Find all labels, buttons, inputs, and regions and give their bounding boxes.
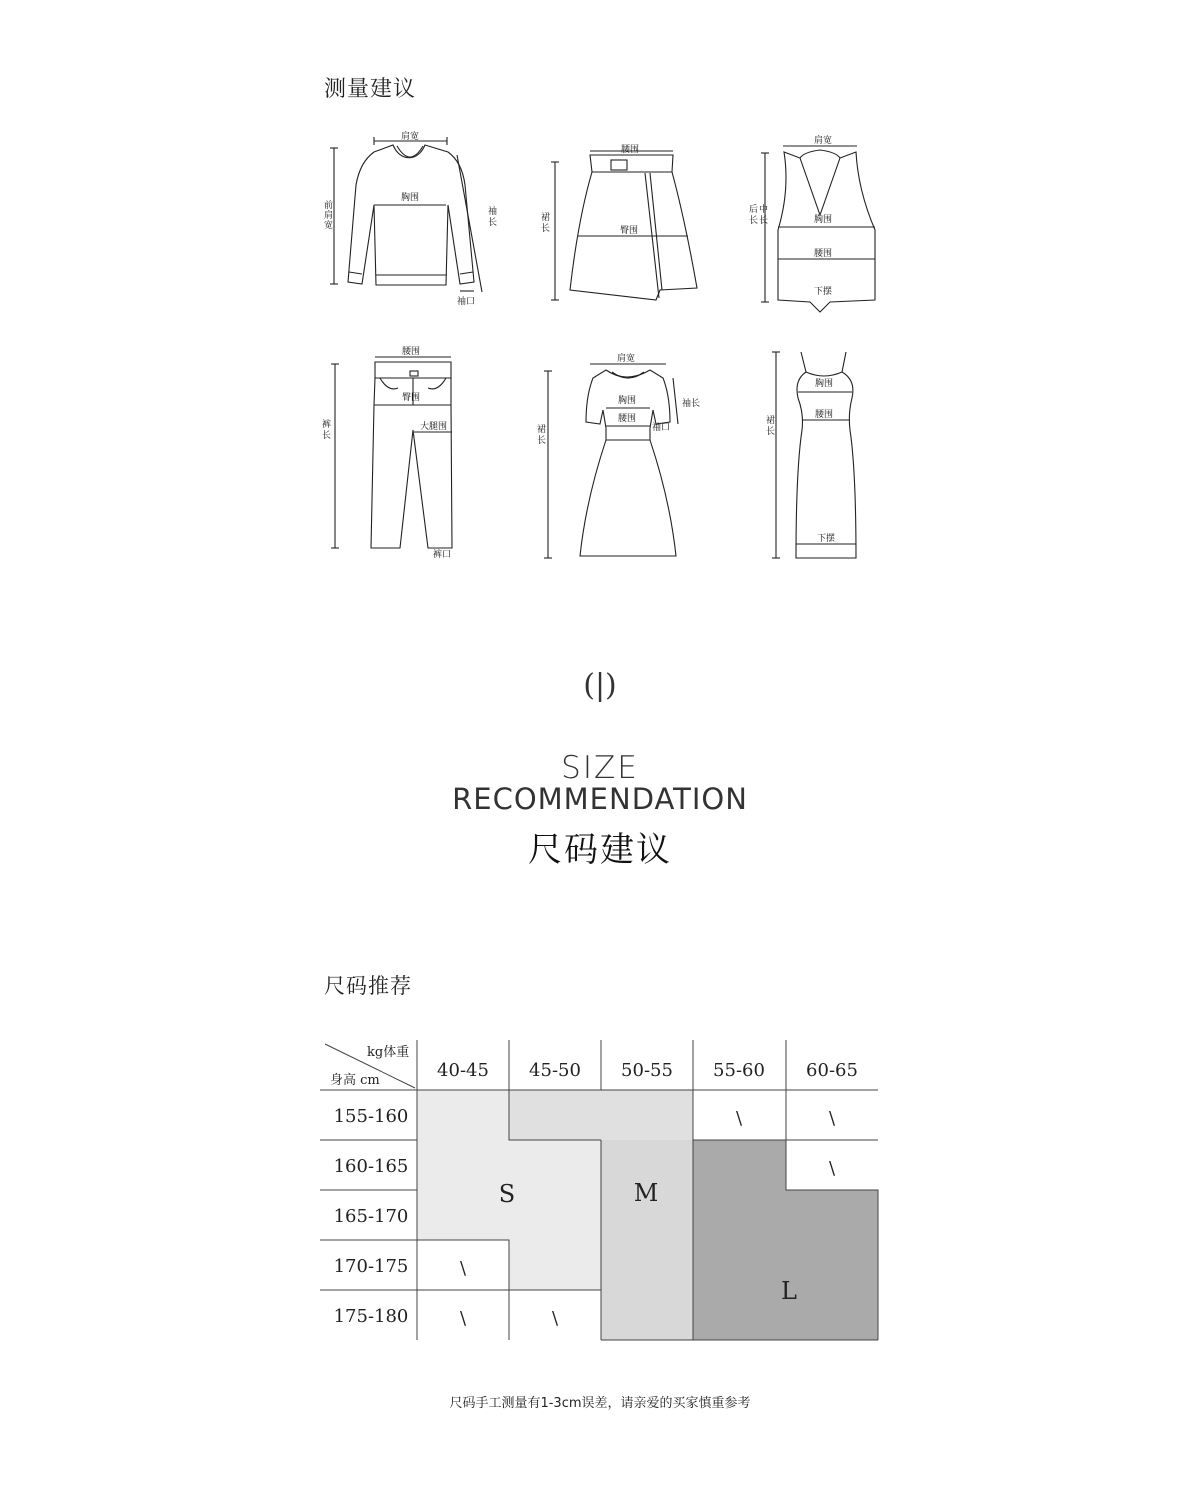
na-r1-c4: \: [735, 1108, 743, 1129]
corner-height-label: 身高 cm: [330, 1073, 380, 1088]
vest-waist-label: 腰围: [814, 249, 833, 259]
pants-hip-label: 臀围: [402, 393, 421, 403]
measurement-note: 尺码手工测量有1-3cm误差，请亲爱的买家慎重参考: [449, 1396, 751, 1411]
size-m-label: M: [633, 1179, 659, 1207]
vest-chest-label: 胸围: [814, 215, 833, 225]
measure-section-title: 测量建议: [324, 77, 417, 102]
weight-col-3: 50-55: [621, 1060, 673, 1081]
vest-shoulder-label: 肩宽: [814, 136, 833, 146]
dress-shoulder-label: 肩宽: [617, 354, 636, 364]
height-row-3: 165-170: [333, 1206, 409, 1227]
pants-thigh-label: 大腿围: [420, 422, 448, 432]
size-recommendation-table: [320, 1036, 886, 1346]
na-r5-c2: \: [551, 1308, 559, 1329]
na-r1-c5: \: [828, 1108, 836, 1129]
weight-col-4: 55-60: [713, 1060, 765, 1081]
corner-weight-label: kg体重: [367, 1045, 410, 1060]
weight-col-1: 40-45: [437, 1060, 489, 1081]
vest-back-length-label-4: 长: [759, 216, 769, 226]
sweater-front-shoulder-label-2: 肩: [324, 211, 334, 221]
slip-length-label-1: 裙: [766, 416, 776, 426]
na-r2-c5: \: [828, 1158, 836, 1179]
heading-english-line2: RECOMMENDATION: [452, 782, 748, 816]
pants-length-label-1: 裤: [322, 420, 332, 430]
heading-english-line1: SIZE: [561, 750, 639, 786]
skirt-waist-label: 腰围: [621, 145, 640, 155]
skirt-length-label-1: 裙: [541, 213, 551, 223]
sweater-illustration: [348, 145, 474, 285]
pants-leg-opening-label: 裤口: [433, 550, 452, 560]
weight-col-5: 60-65: [806, 1060, 858, 1081]
dress-cuff-label: 袖口: [652, 423, 671, 433]
divider-glyph: (|): [583, 668, 617, 703]
weight-col-2: 45-50: [529, 1060, 581, 1081]
slip-length-label-2: 长: [766, 427, 776, 437]
pants-illustration: [371, 362, 452, 548]
height-row-4: 170-175: [333, 1256, 409, 1277]
dress-waist-label: 腰围: [618, 414, 637, 424]
sweater-chest-label: 胸围: [401, 193, 420, 203]
dress-chest-label: 胸围: [618, 396, 637, 406]
sweater-sleeve-label-1: 袖: [488, 207, 498, 217]
measurement-illustrations: [0, 0, 1200, 620]
sweater-cuff-label: 袖口: [457, 297, 476, 307]
slip-chest-label: 胸围: [815, 379, 834, 389]
slip-waist-label: 腰围: [815, 410, 834, 420]
dress-sleeve-label: 袖长: [682, 399, 701, 409]
height-row-1: 155-160: [333, 1106, 409, 1127]
sweater-shoulder-label: 肩宽: [401, 132, 420, 142]
sweater-sleeve-label-2: 长: [488, 218, 498, 228]
size-l-label: L: [781, 1277, 797, 1305]
size-m-region: [601, 1140, 693, 1340]
vest-back-length-label-3: 中: [759, 205, 769, 215]
vest-back-length-label-2: 长: [749, 216, 759, 226]
sweater-front-shoulder-label-3: 宽: [324, 221, 334, 231]
slip-hem-label: 下摆: [817, 534, 836, 544]
vest-hem-label: 下摆: [814, 287, 833, 297]
sweater-front-shoulder-label-1: 前: [324, 201, 334, 211]
size-s-region-mid: [509, 1090, 693, 1140]
size-s-label: S: [498, 1180, 516, 1208]
na-r4-c1: \: [459, 1258, 467, 1279]
na-r5-c1: \: [459, 1308, 467, 1329]
dress-length-label-1: 裙: [537, 425, 547, 435]
pants-length-label-2: 长: [322, 431, 332, 441]
vest-back-length-label-1: 后: [749, 205, 759, 215]
dress-length-label-2: 长: [537, 436, 547, 446]
heading-chinese: 尺码建议: [528, 830, 672, 870]
skirt-length-label-2: 长: [541, 224, 551, 234]
recommend-section-title: 尺码推荐: [324, 974, 412, 998]
height-row-5: 175-180: [333, 1306, 409, 1327]
height-row-2: 160-165: [333, 1156, 409, 1177]
pants-waist-label: 腰围: [402, 347, 421, 357]
skirt-hip-label: 臀围: [620, 226, 639, 236]
